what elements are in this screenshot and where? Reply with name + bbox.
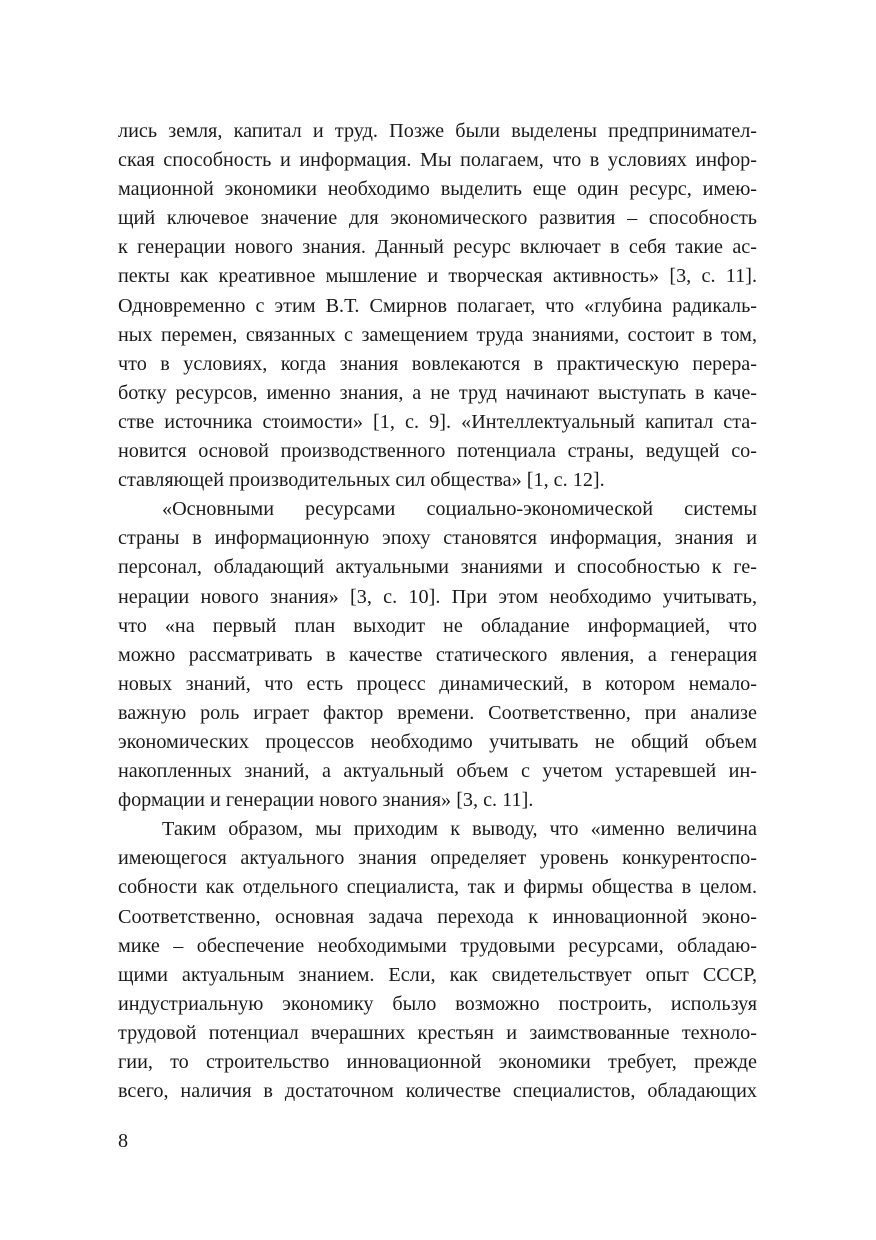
body-text — [118, 117, 757, 1106]
text-line: экономических процессов необходимо учитывать не общий объем — [118, 730, 757, 753]
text-line: Таким образом, мы приходим к выводу, что «именно величина — [162, 818, 757, 841]
text-line: персонал, обладающий актуальными знаниями и способностью к ге- — [118, 556, 757, 579]
text-line: ных перемен, связанных с замещением труда знаниями, состоит в том, — [118, 323, 757, 346]
text-line: важную роль играет фактор времени. Соответственно, при анализе — [118, 701, 757, 724]
text-line: щими актуальным знанием. Если, как свидетельствует опыт СССР, — [118, 963, 757, 986]
text-line: гии, то строительство инновационной экономики требует, прежде — [118, 1051, 757, 1073]
text-line: мике – обеспечение необходимыми трудовыми ресурсами, обладаю- — [118, 934, 757, 957]
text-line: собности как отдельного специалиста, так и фирмы общества в целом. — [118, 876, 757, 899]
text-line: Соответственно, основная задача перехода к инновационной эконо- — [118, 905, 757, 928]
text-line: что в условиях, когда знания вовлекаются в практическую перера- — [118, 352, 757, 375]
text-line: что «на первый план выходит не обладание информацией, что — [118, 614, 757, 637]
text-line: новится основой производственного потенциала страны, ведущей со- — [118, 440, 757, 463]
page-number: 8 — [118, 1130, 129, 1152]
text-line: стве источника стоимости» [1, с. 9]. «Интеллектуальный капитал ста- — [118, 410, 757, 433]
text-line: ставляющей производительных сил общества» [1, с. 12]. — [118, 469, 605, 492]
paragraph-2 — [118, 495, 757, 815]
paragraph-3 — [118, 815, 757, 1106]
text-line: мационной экономики необходимо выделить еще один ресурс, имею- — [118, 178, 757, 201]
text-line: пекты как креативное мышление и творческая активность» [3, с. 11]. — [118, 265, 757, 288]
text-line: можно рассматривать в качестве статического явления, а генерация — [118, 643, 757, 666]
paragraph-1 — [118, 117, 757, 495]
text-line: лись земля, капитал и труд. Позже были выделены предпринимател- — [118, 120, 757, 142]
text-line: ская способность и информация. Мы полагаем, что в условиях инфор- — [118, 149, 757, 172]
text-line: трудовой потенциал вчерашних крестьян и заимствованные техноло- — [118, 1021, 757, 1044]
text-line: ботку ресурсов, именно знания, а не труд начинают выступать в каче- — [118, 381, 757, 404]
text-line: индустриальную экономику было возможно построить, используя — [118, 992, 757, 1015]
text-line: щий ключевое значение для экономического развития – способность — [118, 207, 757, 230]
text-line: к генерации нового знания. Данный ресурс включает в себя такие ас- — [118, 236, 757, 259]
text-line: нерации нового знания» [3, с. 10]. При этом необходимо учитывать, — [118, 585, 757, 608]
text-line: имеющегося актуального знания определяет уровень конкурентоспо- — [118, 847, 757, 870]
text-line: новых знаний, что есть процесс динамический, в котором немало- — [118, 672, 757, 695]
text-line: страны в информационную эпоху становятся информация, знания и — [118, 527, 757, 550]
text-line: всего, наличия в достаточном количестве специалистов, обладающих — [118, 1080, 757, 1103]
text-line: формации и генерации нового знания» [3, с. 11]. — [118, 789, 534, 812]
text-line: «Основными ресурсами социально-экономической системы — [162, 498, 757, 521]
text-line: накопленных знаний, а актуальный объем с учетом устаревшей ин- — [118, 760, 757, 783]
text-line: Одновременно с этим В.Т. Смирнов полагает, что «глубина радикаль- — [118, 294, 757, 317]
